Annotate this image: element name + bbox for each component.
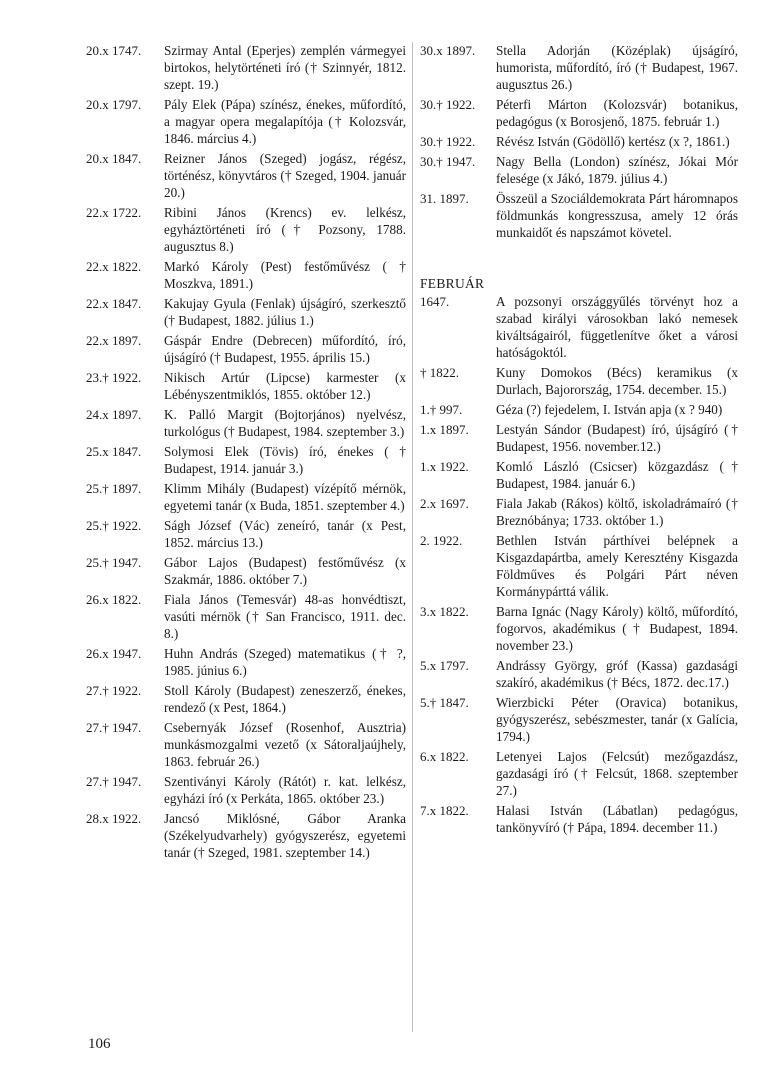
entry-date: 23.† 1922. [86, 370, 142, 385]
entry-date: 27.† 1947. [86, 720, 142, 735]
calendar-entry [86, 554, 406, 588]
calendar-entry [420, 458, 738, 492]
entry-date: 6.x 1822. [420, 749, 469, 764]
entry-text: Klimm Mihály (Budapest) vízépítő mérnök, egyetemi tanár (x Buda, 1851. szeptember 4.) [164, 481, 406, 513]
entry-date: 7.x 1822. [420, 803, 469, 818]
calendar-entry [86, 719, 406, 770]
entry-date: 26.x 1947. [86, 646, 142, 661]
entry-text: Nikisch Artúr (Lipcse) karmester (x Lébényszentmiklós, 1855. október 12.) [164, 370, 406, 402]
entry-date: 2.x 1697. [420, 496, 469, 511]
calendar-entry [420, 401, 738, 418]
entry-text: Kuny Domokos (Bécs) keramikus (x Durlach, Bajorország, 1754. december. 15.) [496, 365, 738, 397]
calendar-entry [420, 748, 738, 799]
calendar-entry [420, 657, 738, 691]
entry-text: Solymosi Elek (Tövis) író, énekes ( † Budapest, 1914. január 3.) [164, 444, 406, 476]
entry-date: 20.x 1847. [86, 151, 142, 166]
entry-date: 5.† 1847. [420, 695, 469, 710]
entry-text: Kakujay Gyula (Fenlak) újságíró, szerkesztő († Budapest, 1882. július 1.) [164, 296, 406, 328]
entry-text: Letenyei Lajos (Felcsút) mezőgazdász, gazdasági író († Felcsút, 1868. szeptember 27.) [496, 749, 738, 798]
calendar-entry [86, 773, 406, 807]
entry-date: 22.x 1847. [86, 296, 142, 311]
entry-date: 20.x 1747. [86, 43, 142, 58]
right-column [420, 42, 738, 839]
entry-text: Reizner János (Szeged) jogász, régész, történész, könyvtáros († Szeged, 1904. január 20.) [164, 151, 406, 200]
entry-date: 30.† 1922. [420, 97, 476, 112]
calendar-entry [86, 295, 406, 329]
left-column [86, 42, 406, 864]
entry-date: 22.x 1897. [86, 333, 142, 348]
entry-text: Gáspár Endre (Debrecen) műfordító, író, újságíró († Budapest, 1955. április 15.) [164, 333, 406, 365]
entry-date: † 1822. [420, 365, 459, 380]
calendar-entry [86, 204, 406, 255]
calendar-entry [420, 802, 738, 836]
month-heading: FEBRUÁR [420, 276, 485, 291]
calendar-entry [86, 682, 406, 716]
entry-date: 30.† 1922. [420, 134, 476, 149]
entry-text: Fiala János (Temesvár) 48-as honvédtiszt, vasúti mérnök († San Francisco, 1911. dec. 8.) [164, 592, 406, 641]
calendar-entry [86, 406, 406, 440]
entry-date: 25.† 1947. [86, 555, 142, 570]
entry-text: Wierzbicki Péter (Oravica) botanikus, gyógyszerész, sebészmester, tanár (x Galícia, 1794.) [496, 695, 738, 744]
entry-text: Fiala Jakab (Rákos) költő, iskoladrámaíró († Breznóbánya; 1733. október 1.) [496, 496, 738, 528]
entry-text: Géza (?) fejedelem, I. István apja (x ? 940) [496, 402, 723, 417]
entry-date: 30.† 1947. [420, 154, 476, 169]
entry-text: Ribini János (Krencs) ev. lelkész, egyháztörténeti író († Pozsony, 1788. augusztus 8.) [164, 205, 406, 254]
calendar-entry [86, 42, 406, 93]
entry-text: Összeül a Szociáldemokrata Párt háromnapos földmunkás kongresszusa, amely 12 órás munkaidőt és napszámot követel. [496, 191, 738, 240]
entry-text: Nagy Bella (London) színész, Jókai Mór felesége (x Jákó, 1879. július 4.) [496, 154, 738, 186]
calendar-entry [420, 532, 738, 600]
entry-text: Pály Elek (Pápa) színész, énekes, műfordító, a magyar opera megalapítója († Kolozsvár, 1846. március 4.) [164, 97, 406, 146]
calendar-entry [420, 495, 738, 529]
entry-date: 1.† 997. [420, 402, 463, 417]
entry-date: 1.x 1922. [420, 459, 469, 474]
calendar-entry [86, 150, 406, 201]
entry-text: Szirmay Antal (Eperjes) zemplén vármegyei birtokos, helytörténeti író († Szinnyér, 1812. szept. 19.) [164, 43, 406, 92]
calendar-entry [86, 645, 406, 679]
right-column-entries-bottom [420, 293, 738, 836]
calendar-entry [420, 603, 738, 654]
calendar-entry [420, 421, 738, 455]
calendar-entry [420, 694, 738, 745]
entry-text: Gábor Lajos (Budapest) festőművész (x Szakmár, 1886. október 7.) [164, 555, 406, 587]
entry-date: 26.x 1822. [86, 592, 142, 607]
entry-date: 3.x 1822. [420, 604, 469, 619]
calendar-entry [86, 369, 406, 403]
entry-text: Csebernyák József (Rosenhof, Ausztria) munkásmozgalmi vezető (x Sátoraljaújhely, 1863. február 26.) [164, 720, 406, 769]
calendar-entry [86, 591, 406, 642]
entry-text: Markó Károly (Pest) festőművész ( † Moszkva, 1891.) [164, 259, 406, 291]
calendar-entry [420, 153, 738, 187]
entry-text: Jancsó Miklósné, Gábor Aranka (Székelyudvarhely) gyógyszerész, egyetemi tanár († Szeged, 1981. szeptember 14.) [164, 811, 406, 860]
entry-text: Péterfi Márton (Kolozsvár) botanikus, pedagógus (x Borosjenő, 1875. február 1.) [496, 97, 738, 129]
calendar-entry [86, 443, 406, 477]
calendar-entry [86, 810, 406, 861]
entry-text: Barna Ignác (Nagy Károly) költő, műfordító, fogorvos, akadémikus ( † Budapest, 1894. november 23.) [496, 604, 738, 653]
entry-text: Szentiványi Károly (Rátót) r. kat. lelkész, egyházi író (x Perkáta, 1865. október 23.) [164, 774, 406, 806]
entry-date: 28.x 1922. [86, 811, 142, 826]
entry-date: 1.x 1897. [420, 422, 469, 437]
entry-date: 27.† 1947. [86, 774, 142, 789]
entry-date: 22.x 1822. [86, 259, 142, 274]
calendar-entry [420, 190, 738, 241]
column-divider [412, 42, 413, 1032]
calendar-entry [86, 96, 406, 147]
entry-date: 22.x 1722. [86, 205, 142, 220]
entry-text: Stoll Károly (Budapest) zeneszerző, énekes, rendező (x Pest, 1864.) [164, 683, 406, 715]
calendar-entry [86, 517, 406, 551]
calendar-entry [420, 96, 738, 130]
entry-date: 27.† 1922. [86, 683, 142, 698]
entry-text: K. Palló Margit (Bojtorjános) nyelvész, turkológus († Budapest, 1984. szeptember 3.) [164, 407, 406, 439]
entry-text: Komló László (Csicser) közgazdász († Budapest, 1984. január 6.) [496, 459, 738, 491]
calendar-entry [86, 480, 406, 514]
entry-date: 2. 1922. [420, 533, 463, 548]
entry-date: 31. 1897. [420, 191, 469, 206]
entry-text: Huhn András (Szeged) matematikus († ?, 1985. június 6.) [164, 646, 406, 678]
entry-text: Stella Adorján (Középlak) újságíró, humorista, műfordító, író († Budapest, 1967. augusztus 26.) [496, 43, 738, 92]
calendar-entry [86, 258, 406, 292]
entry-text: Andrássy György, gróf (Kassa) gazdasági szakíró, akadémikus († Bécs, 1872. dec.17.) [496, 658, 738, 690]
entry-date: 30.x 1897. [420, 43, 476, 58]
entry-text: Lestyán Sándor (Budapest) író, újságíró († Budapest, 1956. november.12.) [496, 422, 738, 454]
entry-text: Halasi István (Lábatlan) pedagógus, tankönyvíró († Pápa, 1894. december 11.) [496, 803, 738, 835]
page-number: 106 [88, 1036, 111, 1052]
calendar-entry [420, 293, 738, 361]
entry-text: Bethlen István párthívei belépnek a Kisgazdapártba, amely Keresztény Kisgazda Földműves és Polgári Párt néven Kormánypárttá válik. [496, 533, 738, 599]
entry-text: A pozsonyi országgyűlés törvényt hoz a szabad királyi városokban lakó nemesek kiváltságairól, függetlenítve őket a városi hatóságoktól. [496, 294, 738, 360]
calendar-entry [86, 332, 406, 366]
entry-text: Révész István (Gödöllő) kertész (x ?, 1861.) [496, 134, 730, 149]
entry-date: 25.† 1897. [86, 481, 142, 496]
entry-text: Ságh József (Vác) zeneíró, tanár (x Pest, 1852. március 13.) [164, 518, 406, 550]
entry-date: 1647. [420, 294, 450, 309]
calendar-entry [420, 133, 738, 150]
entry-date: 24.x 1897. [86, 407, 142, 422]
right-column-entries-top [420, 42, 738, 241]
entry-date: 20.x 1797. [86, 97, 142, 112]
entry-date: 25.† 1922. [86, 518, 142, 533]
calendar-entry [420, 42, 738, 93]
entry-date: 25.x 1847. [86, 444, 142, 459]
entry-date: 5.x 1797. [420, 658, 469, 673]
calendar-entry [420, 364, 738, 398]
